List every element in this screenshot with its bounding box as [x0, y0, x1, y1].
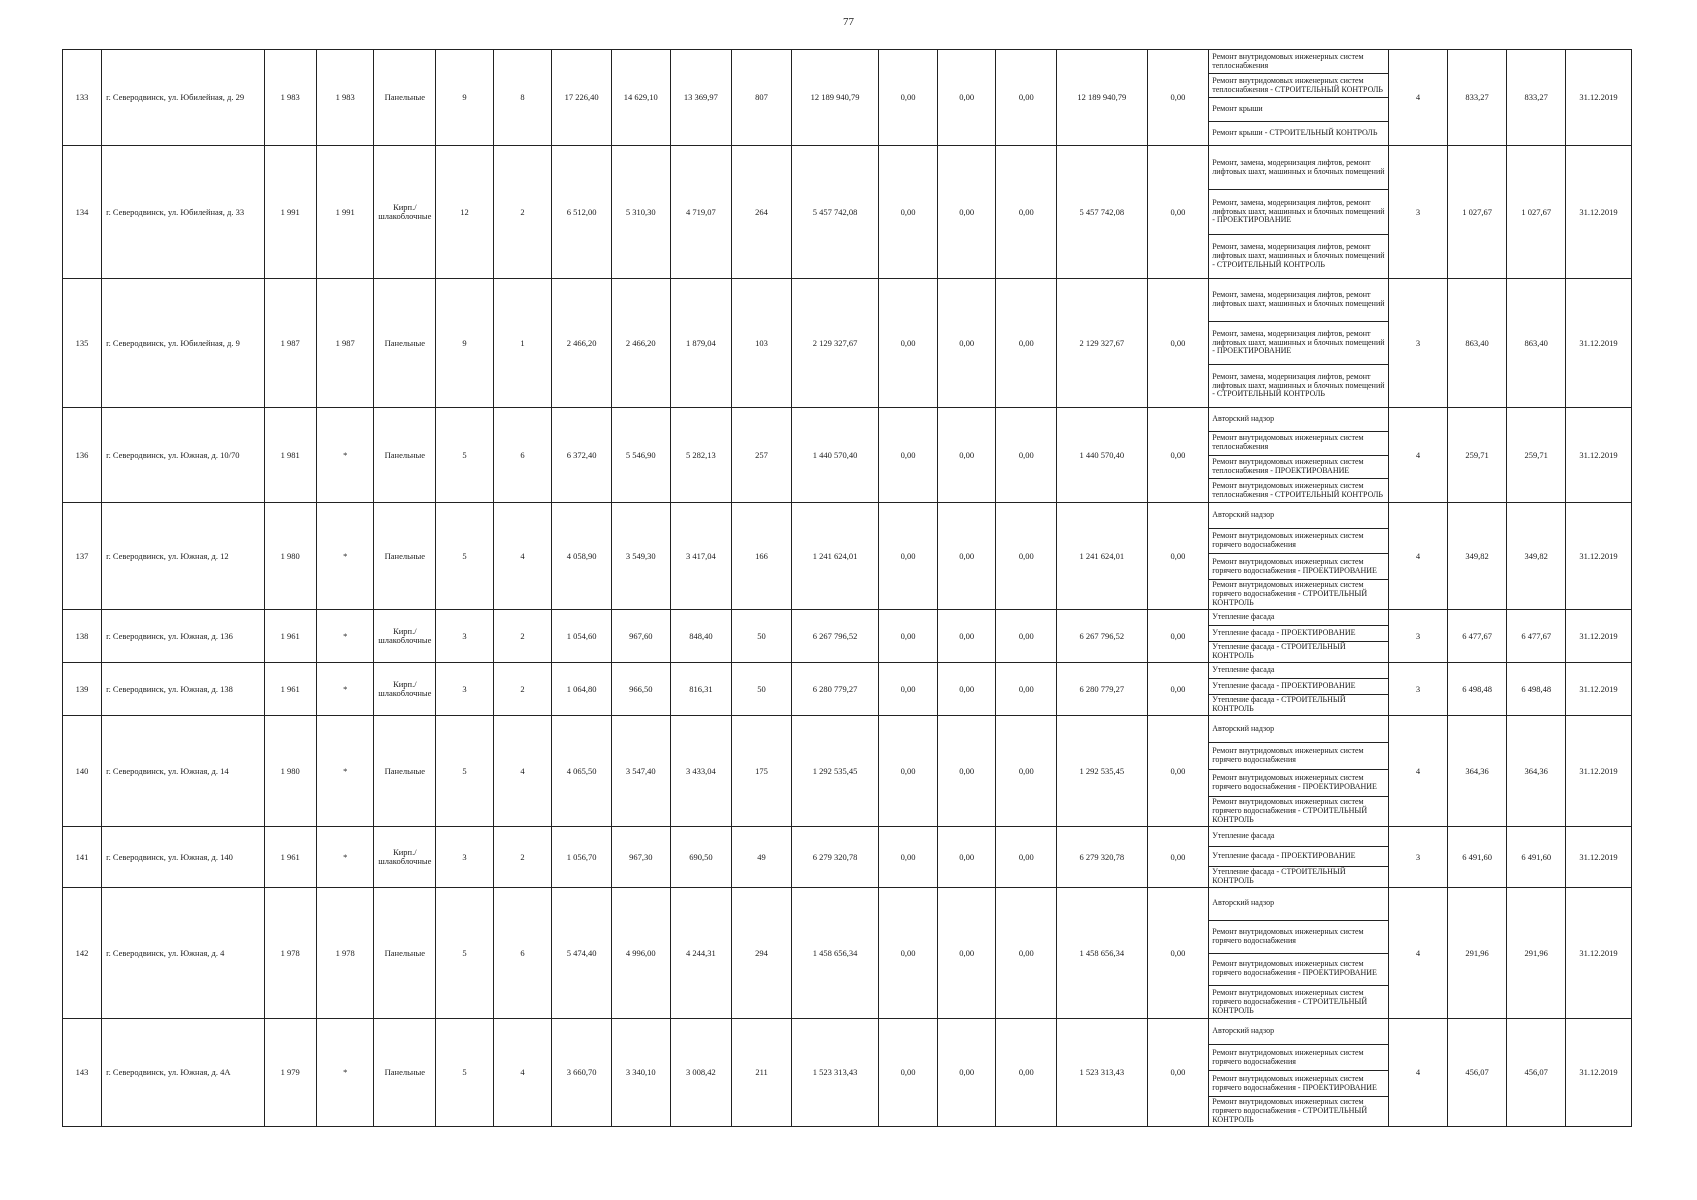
cell-works [1209, 888, 1389, 1019]
cell-no: 143 [63, 1019, 102, 1127]
cell-residents: 166 [732, 503, 792, 610]
cell-year-built: 1 978 [264, 888, 316, 1019]
cell-local-budget: 0,00 [996, 279, 1057, 408]
cell-unit-cost: 833,27 [1447, 50, 1507, 146]
work-item: Утепление фасада [1209, 827, 1388, 847]
cell-unit-cost-max: 349,82 [1507, 503, 1566, 610]
cell-area-total-premises: 967,30 [611, 827, 670, 888]
cell-cost-total: 5 457 742,08 [791, 146, 878, 279]
work-item: Ремонт, замена, модернизация лифтов, ремонт лифтовых шахт, машинных и блочных помещений - СТРОИТЕЛЬНЫЙ КОНТРОЛЬ [1212, 371, 1385, 399]
cell-unit-cost: 6 498,48 [1447, 663, 1507, 716]
work-item: Ремонт, замена, модернизация лифтов, ремонт лифтовых шахт, машинных и блочных помещений - СТРОИТЕЛЬНЫЙ КОНТРОЛЬ [1212, 241, 1385, 269]
work-item: Ремонт внутридомовых инженерных систем горячего водоснабжения [1209, 529, 1388, 555]
table-body [63, 50, 1632, 1127]
cell-fund-support: 0,00 [879, 1019, 938, 1127]
work-item: Ремонт внутридомовых инженерных систем горячего водоснабжения [1209, 921, 1388, 954]
cell-area-total-premises: 14 629,10 [611, 50, 670, 146]
cell-no: 135 [63, 279, 102, 408]
cell-unit-cost-max: 833,27 [1507, 50, 1566, 146]
cell-owners-funds: 1 458 656,34 [1057, 888, 1147, 1019]
cell-no: 137 [63, 503, 102, 610]
cell-no: 138 [63, 610, 102, 663]
cell-total-area: 3 660,70 [552, 1019, 612, 1127]
cell-no: 134 [63, 146, 102, 279]
cell-owners-funds: 2 129 327,67 [1057, 279, 1147, 408]
cell-deadline: 31.12.2019 [1565, 503, 1631, 610]
cell-owners-funds: 12 189 940,79 [1057, 50, 1147, 146]
cell-fund-support: 0,00 [879, 888, 938, 1019]
cell-wall-material: Панельные [374, 279, 436, 408]
cell-deadline: 31.12.2019 [1565, 146, 1631, 279]
work-item: Ремонт, замена, модернизация лифтов, ремонт лифтовых шахт, машинных и блочных помещений - ПРОЕКТИРОВАНИЕ [1209, 190, 1388, 234]
cell-regional-budget: 0,00 [937, 279, 996, 408]
cell-total-area: 17 226,40 [552, 50, 612, 146]
cell-local-budget: 0,00 [996, 408, 1057, 503]
cell-year-commissioning: 1 983 [316, 50, 374, 146]
cell-floors: 3 [436, 663, 494, 716]
cell-regional-budget: 0,00 [937, 888, 996, 1019]
cell-year-commissioning: * [316, 663, 374, 716]
cell-residents: 103 [732, 279, 792, 408]
cell-cost-total: 1 292 535,45 [791, 716, 878, 827]
cell-entrances: 2 [493, 827, 552, 888]
cell-local-budget: 0,00 [996, 716, 1057, 827]
work-item: Утепление фасада - ПРОЕКТИРОВАНИЕ [1209, 679, 1388, 695]
cell-no: 142 [63, 888, 102, 1019]
cell-regional-budget: 0,00 [937, 663, 996, 716]
work-item: Утепление фасада [1209, 663, 1388, 679]
cell-fund-support: 0,00 [879, 279, 938, 408]
work-item: Ремонт внутридомовых инженерных систем теплоснабжения [1209, 50, 1388, 74]
work-item: Ремонт внутридомовых инженерных систем горячего водоснабжения - СТРОИТЕЛЬНЫЙ КОНТРОЛЬ [1212, 987, 1368, 1015]
cell-work-count: 3 [1389, 610, 1448, 663]
cell-fund-support: 0,00 [879, 827, 938, 888]
cell-cost-total: 1 440 570,40 [791, 408, 878, 503]
cell-work-count: 3 [1389, 146, 1448, 279]
cell-year-built: 1 980 [264, 716, 316, 827]
cell-area-total-premises: 3 340,10 [611, 1019, 670, 1127]
cell-total-area: 5 474,40 [552, 888, 612, 1019]
cell-no: 133 [63, 50, 102, 146]
cell-work-count: 3 [1389, 663, 1448, 716]
cell-unit-cost-max: 6 491,60 [1507, 827, 1566, 888]
cell-regional-budget: 0,00 [937, 716, 996, 827]
cell-total-area: 1 064,80 [552, 663, 612, 716]
cell-unit-cost-max: 259,71 [1507, 408, 1566, 503]
cell-area-total-premises: 967,60 [611, 610, 670, 663]
cell-unit-cost: 6 477,67 [1447, 610, 1507, 663]
cell-owners-funds: 1 523 313,43 [1057, 1019, 1147, 1127]
table-row [63, 888, 1632, 1019]
cell-cost-total: 1 523 313,43 [791, 1019, 878, 1127]
cell-fund-support: 0,00 [879, 716, 938, 827]
cell-owners-funds: 6 279 320,78 [1057, 827, 1147, 888]
cell-local-budget: 0,00 [996, 610, 1057, 663]
cell-area-residential: 3 417,04 [670, 503, 732, 610]
cell-works [1209, 663, 1389, 716]
cell-year-commissioning: 1 987 [316, 279, 374, 408]
cell-other: 0,00 [1147, 827, 1209, 888]
cell-year-built: 1 983 [264, 50, 316, 146]
cell-year-built: 1 981 [264, 408, 316, 503]
cell-year-built: 1 961 [264, 663, 316, 716]
cell-entrances: 4 [493, 503, 552, 610]
cell-work-count: 4 [1389, 503, 1448, 610]
cell-works [1209, 50, 1389, 146]
work-item: Ремонт внутридомовых инженерных систем теплоснабжения - ПРОЕКТИРОВАНИЕ [1209, 456, 1388, 480]
cell-unit-cost-max: 6 477,67 [1507, 610, 1566, 663]
cell-cost-total: 2 129 327,67 [791, 279, 878, 408]
cell-regional-budget: 0,00 [937, 1019, 996, 1127]
cell-address: г. Северодвинск, ул. Южная, д. 4 [102, 888, 264, 1019]
cell-owners-funds: 6 267 796,52 [1057, 610, 1147, 663]
cell-year-commissioning: * [316, 827, 374, 888]
cell-entrances: 2 [493, 610, 552, 663]
cell-local-budget: 0,00 [996, 50, 1057, 146]
cell-no: 136 [63, 408, 102, 503]
cell-works [1209, 610, 1389, 663]
cell-other: 0,00 [1147, 716, 1209, 827]
cell-address: г. Северодвинск, ул. Южная, д. 10/70 [102, 408, 264, 503]
work-item: Авторский надзор [1209, 1019, 1388, 1045]
cell-year-commissioning: * [316, 503, 374, 610]
cell-wall-material: Кирп./ шлакоблочные [374, 663, 436, 716]
cell-residents: 257 [732, 408, 792, 503]
cell-cost-total: 1 458 656,34 [791, 888, 878, 1019]
cell-work-count: 4 [1389, 888, 1448, 1019]
cell-owners-funds: 1 241 624,01 [1057, 503, 1147, 610]
repair-program-table [62, 49, 1632, 1127]
cell-fund-support: 0,00 [879, 610, 938, 663]
cell-entrances: 2 [493, 146, 552, 279]
work-item: Ремонт внутридомовых инженерных систем горячего водоснабжения [1209, 1045, 1388, 1071]
cell-works [1209, 716, 1389, 827]
work-item: Авторский надзор [1209, 888, 1388, 921]
cell-work-count: 4 [1389, 408, 1448, 503]
table-row [63, 1019, 1632, 1127]
work-item: Ремонт внутридомовых инженерных систем горячего водоснабжения [1209, 743, 1388, 770]
cell-floors: 5 [436, 503, 494, 610]
cell-floors: 5 [436, 408, 494, 503]
cell-entrances: 6 [493, 888, 552, 1019]
cell-floors: 9 [436, 50, 494, 146]
work-item: Утепление фасада - СТРОИТЕЛЬНЫЙ КОНТРОЛЬ [1212, 867, 1346, 886]
cell-wall-material: Панельные [374, 408, 436, 503]
cell-total-area: 2 466,20 [552, 279, 612, 408]
cell-unit-cost: 863,40 [1447, 279, 1507, 408]
cell-area-total-premises: 4 996,00 [611, 888, 670, 1019]
work-item: Утепление фасада - СТРОИТЕЛЬНЫЙ КОНТРОЛЬ [1212, 642, 1346, 661]
table-row [63, 610, 1632, 663]
cell-area-residential: 5 282,13 [670, 408, 732, 503]
cell-regional-budget: 0,00 [937, 827, 996, 888]
cell-deadline: 31.12.2019 [1565, 610, 1631, 663]
table-row [63, 827, 1632, 888]
cell-year-commissioning: * [316, 408, 374, 503]
cell-deadline: 31.12.2019 [1565, 50, 1631, 146]
cell-total-area: 6 512,00 [552, 146, 612, 279]
cell-floors: 12 [436, 146, 494, 279]
cell-regional-budget: 0,00 [937, 146, 996, 279]
work-item: Ремонт внутридомовых инженерных систем горячего водоснабжения - ПРОЕКТИРОВАНИЕ [1209, 954, 1388, 987]
work-item: Утепление фасада - СТРОИТЕЛЬНЫЙ КОНТРОЛЬ [1212, 695, 1346, 714]
cell-address: г. Северодвинск, ул. Юбилейная, д. 29 [102, 50, 264, 146]
cell-area-residential: 816,31 [670, 663, 732, 716]
cell-deadline: 31.12.2019 [1565, 888, 1631, 1019]
cell-other: 0,00 [1147, 279, 1209, 408]
cell-area-total-premises: 5 310,30 [611, 146, 670, 279]
cell-local-budget: 0,00 [996, 663, 1057, 716]
cell-floors: 5 [436, 888, 494, 1019]
cell-fund-support: 0,00 [879, 408, 938, 503]
work-item: Ремонт внутридомовых инженерных систем горячего водоснабжения - ПРОЕКТИРОВАНИЕ [1209, 1071, 1388, 1097]
cell-regional-budget: 0,00 [937, 503, 996, 610]
cell-other: 0,00 [1147, 610, 1209, 663]
cell-entrances: 6 [493, 408, 552, 503]
cell-area-residential: 4 244,31 [670, 888, 732, 1019]
work-item: Авторский надзор [1209, 408, 1388, 432]
cell-work-count: 3 [1389, 827, 1448, 888]
cell-address: г. Северодвинск, ул. Юбилейная, д. 9 [102, 279, 264, 408]
cell-address: г. Северодвинск, ул. Южная, д. 138 [102, 663, 264, 716]
cell-works [1209, 1019, 1389, 1127]
cell-unit-cost: 349,82 [1447, 503, 1507, 610]
cell-residents: 294 [732, 888, 792, 1019]
work-item: Ремонт, замена, модернизация лифтов, ремонт лифтовых шахт, машинных и блочных помещений [1209, 146, 1388, 190]
cell-regional-budget: 0,00 [937, 408, 996, 503]
cell-wall-material: Панельные [374, 1019, 436, 1127]
cell-total-area: 1 056,70 [552, 827, 612, 888]
cell-local-budget: 0,00 [996, 503, 1057, 610]
cell-fund-support: 0,00 [879, 503, 938, 610]
work-item: Ремонт, замена, модернизация лифтов, ремонт лифтовых шахт, машинных и блочных помещений - ПРОЕКТИРОВАНИЕ [1209, 322, 1388, 365]
work-item: Авторский надзор [1209, 716, 1388, 743]
cell-works [1209, 279, 1389, 408]
cell-deadline: 31.12.2019 [1565, 408, 1631, 503]
cell-owners-funds: 1 292 535,45 [1057, 716, 1147, 827]
cell-local-budget: 0,00 [996, 888, 1057, 1019]
cell-unit-cost: 1 027,67 [1447, 146, 1507, 279]
cell-unit-cost: 6 491,60 [1447, 827, 1507, 888]
cell-residents: 175 [732, 716, 792, 827]
cell-total-area: 1 054,60 [552, 610, 612, 663]
page-number: 77 [843, 16, 854, 28]
work-item: Ремонт внутридомовых инженерных систем горячего водоснабжения - СТРОИТЕЛЬНЫЙ КОНТРОЛЬ [1212, 580, 1368, 608]
cell-wall-material: Панельные [374, 50, 436, 146]
work-item: Авторский надзор [1209, 503, 1388, 529]
work-item: Утепление фасада - ПРОЕКТИРОВАНИЕ [1209, 626, 1388, 642]
cell-no: 140 [63, 716, 102, 827]
cell-floors: 5 [436, 716, 494, 827]
table-row [63, 50, 1632, 146]
cell-wall-material: Кирп./ шлакоблочные [374, 610, 436, 663]
cell-deadline: 31.12.2019 [1565, 827, 1631, 888]
cell-floors: 3 [436, 827, 494, 888]
cell-cost-total: 6 267 796,52 [791, 610, 878, 663]
cell-area-total-premises: 3 547,40 [611, 716, 670, 827]
cell-no: 139 [63, 663, 102, 716]
cell-area-residential: 3 433,04 [670, 716, 732, 827]
cell-other: 0,00 [1147, 146, 1209, 279]
cell-work-count: 4 [1389, 1019, 1448, 1127]
cell-owners-funds: 6 280 779,27 [1057, 663, 1147, 716]
table-row [63, 663, 1632, 716]
cell-cost-total: 1 241 624,01 [791, 503, 878, 610]
cell-entrances: 8 [493, 50, 552, 146]
cell-address: г. Северодвинск, ул. Южная, д. 14 [102, 716, 264, 827]
cell-residents: 264 [732, 146, 792, 279]
cell-unit-cost-max: 291,96 [1507, 888, 1566, 1019]
cell-year-commissioning: * [316, 610, 374, 663]
table-row [63, 716, 1632, 827]
cell-owners-funds: 1 440 570,40 [1057, 408, 1147, 503]
cell-floors: 9 [436, 279, 494, 408]
cell-address: г. Северодвинск, ул. Юбилейная, д. 33 [102, 146, 264, 279]
cell-total-area: 6 372,40 [552, 408, 612, 503]
cell-address: г. Северодвинск, ул. Южная, д. 12 [102, 503, 264, 610]
cell-other: 0,00 [1147, 663, 1209, 716]
work-item: Ремонт, замена, модернизация лифтов, ремонт лифтовых шахт, машинных и блочных помещений [1209, 279, 1388, 322]
work-item: Утепление фасада [1209, 610, 1388, 626]
cell-other: 0,00 [1147, 503, 1209, 610]
cell-unit-cost: 456,07 [1447, 1019, 1507, 1127]
table-row [63, 503, 1632, 610]
work-item: Ремонт крыши - СТРОИТЕЛЬНЫЙ КОНТРОЛЬ [1212, 128, 1378, 138]
cell-wall-material: Кирп./ шлакоблочные [374, 146, 436, 279]
cell-unit-cost: 364,36 [1447, 716, 1507, 827]
work-item: Ремонт внутридомовых инженерных систем теплоснабжения - СТРОИТЕЛЬНЫЙ КОНТРОЛЬ [1209, 74, 1388, 98]
cell-local-budget: 0,00 [996, 146, 1057, 279]
work-item: Ремонт внутридомовых инженерных систем горячего водоснабжения - СТРОИТЕЛЬНЫЙ КОНТРОЛЬ [1212, 1097, 1368, 1125]
cell-area-total-premises: 966,50 [611, 663, 670, 716]
work-item: Утепление фасада - ПРОЕКТИРОВАНИЕ [1209, 847, 1388, 867]
cell-address: г. Северодвинск, ул. Южная, д. 136 [102, 610, 264, 663]
cell-floors: 5 [436, 1019, 494, 1127]
cell-works [1209, 146, 1389, 279]
cell-unit-cost-max: 1 027,67 [1507, 146, 1566, 279]
cell-works [1209, 503, 1389, 610]
cell-area-residential: 4 719,07 [670, 146, 732, 279]
cell-entrances: 4 [493, 1019, 552, 1127]
table-row [63, 408, 1632, 503]
cell-other: 0,00 [1147, 888, 1209, 1019]
work-item: Ремонт внутридомовых инженерных систем горячего водоснабжения - СТРОИТЕЛЬНЫЙ КОНТРОЛЬ [1212, 797, 1368, 825]
cell-wall-material: Кирп./ шлакоблочные [374, 827, 436, 888]
cell-area-residential: 1 879,04 [670, 279, 732, 408]
cell-entrances: 2 [493, 663, 552, 716]
cell-other: 0,00 [1147, 408, 1209, 503]
cell-residents: 211 [732, 1019, 792, 1127]
cell-cost-total: 6 279 320,78 [791, 827, 878, 888]
cell-fund-support: 0,00 [879, 50, 938, 146]
cell-residents: 50 [732, 610, 792, 663]
cell-local-budget: 0,00 [996, 827, 1057, 888]
cell-area-residential: 848,40 [670, 610, 732, 663]
cell-no: 141 [63, 827, 102, 888]
work-item: Ремонт крыши [1209, 98, 1388, 122]
cell-unit-cost-max: 863,40 [1507, 279, 1566, 408]
cell-unit-cost-max: 456,07 [1507, 1019, 1566, 1127]
cell-residents: 50 [732, 663, 792, 716]
cell-deadline: 31.12.2019 [1565, 716, 1631, 827]
cell-wall-material: Панельные [374, 888, 436, 1019]
cell-residents: 49 [732, 827, 792, 888]
cell-residents: 807 [732, 50, 792, 146]
cell-floors: 3 [436, 610, 494, 663]
cell-area-total-premises: 2 466,20 [611, 279, 670, 408]
cell-fund-support: 0,00 [879, 663, 938, 716]
table-row [63, 146, 1632, 279]
cell-unit-cost-max: 6 498,48 [1507, 663, 1566, 716]
cell-local-budget: 0,00 [996, 1019, 1057, 1127]
work-item: Ремонт внутридомовых инженерных систем теплоснабжения - СТРОИТЕЛЬНЫЙ КОНТРОЛЬ [1212, 480, 1383, 499]
cell-area-residential: 13 369,97 [670, 50, 732, 146]
cell-year-built: 1 961 [264, 610, 316, 663]
cell-area-total-premises: 3 549,30 [611, 503, 670, 610]
cell-wall-material: Панельные [374, 503, 436, 610]
work-item: Ремонт внутридомовых инженерных систем теплоснабжения [1209, 432, 1388, 456]
cell-year-commissioning: 1 991 [316, 146, 374, 279]
cell-entrances: 4 [493, 716, 552, 827]
cell-owners-funds: 5 457 742,08 [1057, 146, 1147, 279]
cell-area-residential: 690,50 [670, 827, 732, 888]
cell-year-built: 1 961 [264, 827, 316, 888]
cell-year-commissioning: * [316, 1019, 374, 1127]
cell-work-count: 4 [1389, 716, 1448, 827]
cell-unit-cost: 259,71 [1447, 408, 1507, 503]
cell-regional-budget: 0,00 [937, 610, 996, 663]
cell-deadline: 31.12.2019 [1565, 279, 1631, 408]
cell-year-built: 1 991 [264, 146, 316, 279]
cell-area-residential: 3 008,42 [670, 1019, 732, 1127]
cell-work-count: 3 [1389, 279, 1448, 408]
work-item: Ремонт внутридомовых инженерных систем горячего водоснабжения - ПРОЕКТИРОВАНИЕ [1209, 554, 1388, 580]
cell-deadline: 31.12.2019 [1565, 1019, 1631, 1127]
cell-wall-material: Панельные [374, 716, 436, 827]
table-row [63, 279, 1632, 408]
cell-address: г. Северодвинск, ул. Южная, д. 140 [102, 827, 264, 888]
cell-cost-total: 12 189 940,79 [791, 50, 878, 146]
cell-entrances: 1 [493, 279, 552, 408]
cell-year-commissioning: * [316, 716, 374, 827]
cell-work-count: 4 [1389, 50, 1448, 146]
cell-year-commissioning: 1 978 [316, 888, 374, 1019]
cell-works [1209, 827, 1389, 888]
work-item: Ремонт внутридомовых инженерных систем горячего водоснабжения - ПРОЕКТИРОВАНИЕ [1209, 770, 1388, 797]
cell-address: г. Северодвинск, ул. Южная, д. 4А [102, 1019, 264, 1127]
cell-regional-budget: 0,00 [937, 50, 996, 146]
cell-cost-total: 6 280 779,27 [791, 663, 878, 716]
cell-other: 0,00 [1147, 1019, 1209, 1127]
cell-unit-cost-max: 364,36 [1507, 716, 1566, 827]
cell-year-built: 1 980 [264, 503, 316, 610]
cell-unit-cost: 291,96 [1447, 888, 1507, 1019]
cell-total-area: 4 065,50 [552, 716, 612, 827]
cell-total-area: 4 058,90 [552, 503, 612, 610]
cell-area-total-premises: 5 546,90 [611, 408, 670, 503]
cell-year-built: 1 979 [264, 1019, 316, 1127]
cell-other: 0,00 [1147, 50, 1209, 146]
cell-year-built: 1 987 [264, 279, 316, 408]
cell-deadline: 31.12.2019 [1565, 663, 1631, 716]
cell-fund-support: 0,00 [879, 146, 938, 279]
cell-works [1209, 408, 1389, 503]
